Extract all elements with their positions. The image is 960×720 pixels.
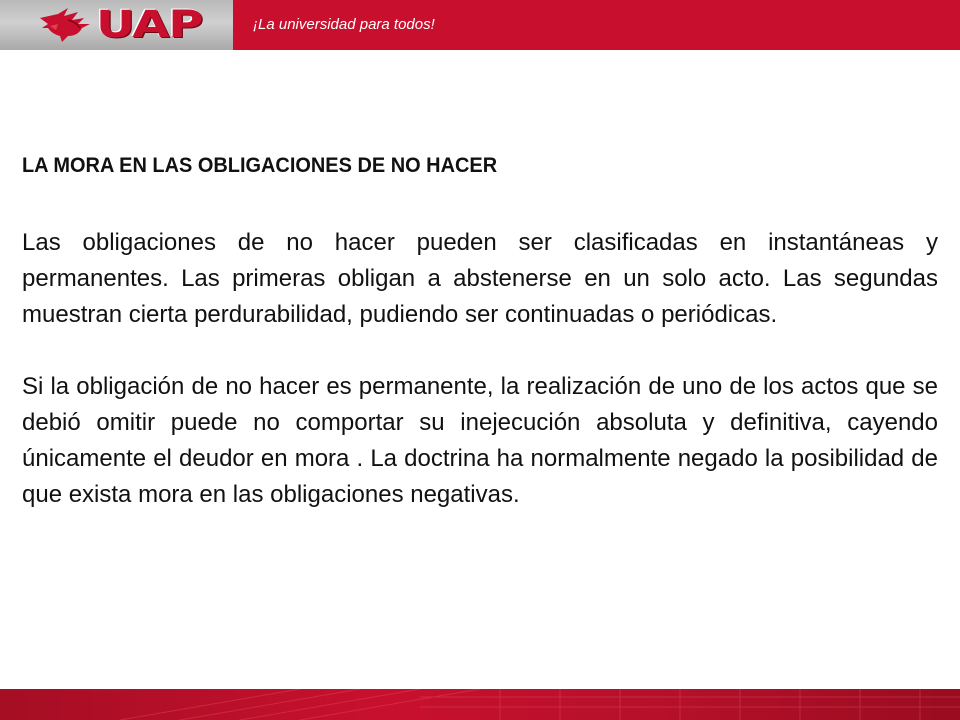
paragraph-2: Si la obligación de no hacer es permanente, la realización de uno de los actos que se debió omitir puede no comportar su inejecución absoluta y definitiva, cayendo únicamente el deudor en mora . La doctrina ha normalmente negado la posibilidad de que exista mora en las obligaciones negativas. — [22, 373, 938, 508]
header-bar — [0, 0, 960, 50]
pegasus-icon — [38, 6, 100, 44]
paragraph-1: Las obligaciones de no hacer pueden ser clasificadas en instantáneas y permanentes. Las primeras obligan a abstenerse en un solo acto. Las segundas muestran cierta perdurabilidad, pudiendo ser continuadas o periódicas. — [22, 229, 938, 328]
footer-bar — [0, 689, 960, 720]
logo-text: UAP — [96, 3, 203, 46]
logo-panel — [0, 0, 233, 50]
building-facade-pattern — [0, 689, 960, 720]
page-title: LA MORA EN LAS OBLIGACIONES DE NO HACER — [22, 154, 498, 177]
content-body — [22, 225, 938, 513]
slogan: ¡La universidad para todos! — [253, 16, 435, 33]
